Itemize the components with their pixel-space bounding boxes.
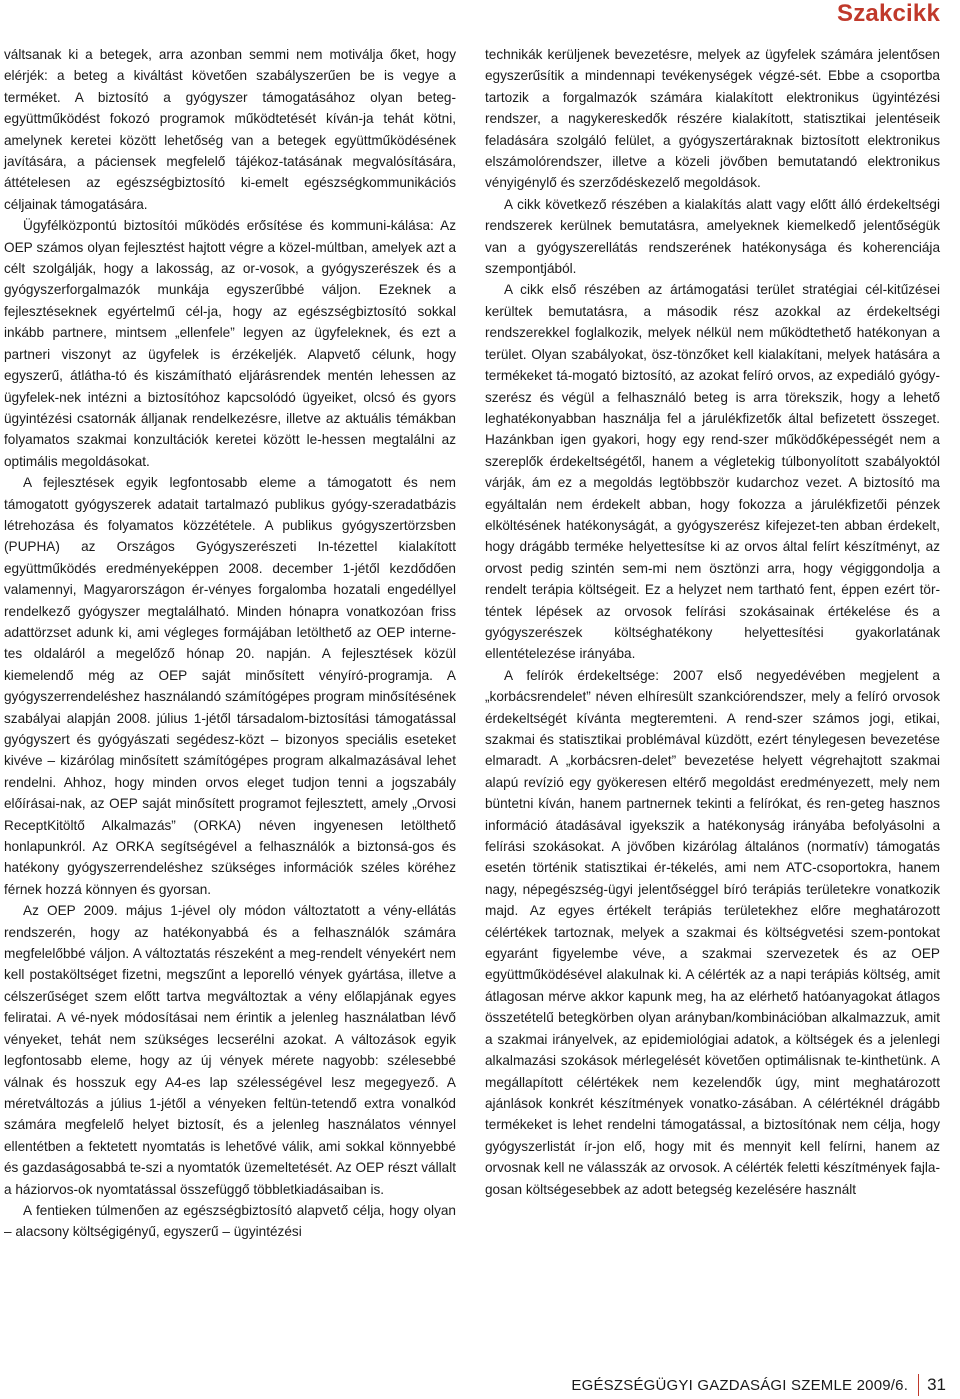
paragraph: technikák kerüljenek bevezetésre, melyek az ügyfelek számára jelentősen egyszerűsítik a mindennapi tevékenységek végzé-sét. Ebbe a csoportba tartozik a forgalmazók számára kialakított elektronikus ügyintézési rendszer, a nagykereskedők részére kialakított, statisztikai jelentéseik feladására szolgáló felület, a gyógyszertáraknak biztosított elektronikus elszámolórendszer, illetve a közeli jövőben bemutatandó elektronikus vényigénylő és szerződéskezelő megoldások. [485, 47, 940, 191]
paragraph: A cikk következő részében a kialakítás alatt vagy előtt álló érdekeltségi rendszerek kerülnek bemutatásra, amelyeknek kiemelkedő jelentőségük van a gyógyszerellátás rendszerének hatékonysága és koherenciája szempontjából. [485, 196, 940, 277]
section-label: Szakcikk [836, 0, 940, 27]
footer-divider [918, 1374, 919, 1396]
right-column [485, 44, 940, 1200]
page-number: 31 [927, 1375, 946, 1394]
paragraph: Ügyfélközpontú biztosítói működés erősítése és kommuni-kálása: Az OEP számos olyan fejlesztést hajtott végre a közel-múltban, amelyek azt a célt szolgálják, hogy a lakosság, az or-vosok, a gyógyszerészek és a gyógyszerforgalmazók munkája egyszerűbbé váljon. Ezeknek a fejlesztéseknek egyértelmű cél-ja, hogy az egészségbiztosító sokkal inkább partnere, mintsem „ellenfele” legyen az ügyfeleknek, és ezt a partneri viszonyt az ügyfelek is érzékeljék. Alapvető célunk, hogy egyszerű, átlátha-tó és kiszámítható eljárásrendek mentén lehessen az ügyfelek-nek intézni a biztosítóhoz kapcsolódó ügyeiket, olcsó és gyors ügyintézési csatornák álljanak rendelkezésre, illetve az aktuális témákban folyamatos szakmai konzultációk keretei között le-hessen megtalálni az optimális megoldásokat. [4, 218, 456, 469]
page-footer [571, 1374, 946, 1396]
journal-title: EGÉSZSÉGÜGYI GAZDASÁGI SZEMLE 2009/6. [571, 1376, 909, 1394]
paragraph: A fentieken túlmenően az egészségbiztosító alapvető célja, hogy olyan – alacsony költségigényű, egyszerű – ügyintézési [4, 1202, 456, 1240]
paragraph: A felírók érdekeltsége: 2007 első negyedévében megjelent a „korbácsrendelet” néven elhíresült szankciórendszer, mely a felíró orvosok érdekeltségét kívánta megteremteni. A rend-szer számos jogi, etikai, szakmai és statisztikai problémával küzdött, ezért ténylegesen bevezetése elmaradt. A „korbácsren-delet” bevezetése helyett végrehajtott szakmai alapú revízió egy gyökeresen eltérő megoldást eredményezett, mely nem büntetni kíván, hanem partnernek tekinti a felírókat, és ren-geteg hasznos információ átadásával igyekszik a hatékonyság irányába befolyásolni a felírási szokásokat. A jövőben kizárólag általános (normatív) támogatás esetén történik statisztikai ér-tékelés, ami nem ATC-csoportokra, hanem nagy, népegészség-ügyi jelentőséggel bíró terápiás területekre vonatkozik majd. Az egyes értékelt terápiás területekhez előre meghatározott célértékek tartoznak, melyek a szakmai és költségvetési szem-pontokat egyaránt figyelembe véve, a szakmai szervezetek és az OEP együttműködésével alakulnak ki. A célérték az a napi terápiás költség, amit átlagosan mérve akkor kapunk meg, ha az elérhető hatóanyagokat átlagos összetételű betegkörben olyan arányban/kombinációban alkalmazzuk, amit a szakmai irányelvek, az epidemiológiai adatok, a költségek és a jelenlegi alkalmazási szokások mérlegelését követően optimálisnak te-kinthetünk. A megállapított célértékek nem kezelendők úgy, mint meghatározott ajánlások konkrét készítmények vonatko-zásában. A célértéknél drágább termékeket is lehet rendelni támogatással, a biztosítónak nem célja, hogy gyógyszerlistát ír-jon elő, hogy mit és mennyit kell felírni, hanem az orvosnak kell ne válasszák az orvosok. A célérték feletti készítmények fajla-gosan költségesebbek az adott betegség kezelésére használt [485, 667, 940, 1197]
paragraph: A fejlesztések egyik legfontosabb eleme a támogatott és nem támogatott gyógyszerek adatait tartalmazó publikus gyógy-szeradatbázis létrehozása és folyamatos közzététele. A publikus gyógyszertörzsben (PUPHA) az Országos Gyógyszerészeti In-tézettel kialakított együttműködés eredményeképpen 2008. december 1-jétől kezdődően valamennyi, Magyarországon ér-vényes forgalomba hozatali engedéllyel rendelkező gyógyszer megtalálható. Minden hónapra vonatkozóan friss adattörzset adunk ki, ami végleges formájában letölthető az OEP interne-tes oldaláról a megelőző hónap 20. napján. A fejlesztések közül kiemelendő még az OEP saját minősített vényíró-programja. A gyógyszerrendeléshez használandó számítógépes program minősítésének szabályai alapján 2008. július 1-jétől társadalom-biztosítási támogatással gyógyszert és gyógyászati segédesz-közt – bizonyos speciális eseteket kivéve – kizárólag minősített számítógépes program alkalmazásával lehet rendelni. Ahhoz, hogy minden orvos eleget tudjon tenni a jogszabály előírásai-nak, az OEP saját minősített programot fejlesztett, amely „Orvosi ReceptKitöltő Alkalmazás” (ORKA) néven ingyenesen letölthető honlapunkról. Az ORKA segítségével a felhasználók a biztonsá-gos és hatékony gyógyszerrendeléshez szükséges információk széles köréhez férnek hozzá könnyen és gyorsan. [4, 475, 456, 897]
paragraph: Az OEP 2009. május 1-jével oly módon változtatott a vény-ellátás rendszerén, hogy az hatékonyabbá és a felhasználók számára megfelelőbbé váljon. A változtatás részeként a meg-rendelt vényekért nem kell postaköltséget fizetni, megszűnt a leporelló vények gyártása, illetve a célszerűséget szem előtt tartva megváltoztak a vény előlapjának egyes feliratai. A vé-nyek módosításai nem érintik a jelenleg használatban lévő vényeket, tehát nem szükséges lecserélni azokat. A változások egyik legfontosabb eleme, hogy az új vények mérete nagyobb: szélesebbé válnak és hosszuk egy A4-es lap szélességével lesz megegyező. A méretváltozás a július 1-jétől a vényeken feltün-tetendő extra vonalkód számára megfelelő helyet biztosít, és a jelenleg használatos vénnyel ellentétben a fektetett nyomtatás is lehetővé válik, ami sokkal könnyebbé és gazdaságosabbá te-szi a nyomtatók üzemeltetését. Az OEP részt vállalt a háziorvos-ok nyomtatással összefüggő többletkiadásaiban is. [4, 903, 456, 1197]
paragraph: váltsanak ki a betegek, arra azonban semmi nem motiválja őket, hogy elérjék: a beteg a kiváltást követően szabályszerűen be is vegye a terméket. A biztosító a gyógyszer támogatásához olyan beteg-együttműködést fokozó programok működtetését kíván-ja tehát kötni, amelynek keretei között lehetőség van a betegek együttműködésének javítására, a páciensek megfelelő tájékoz-tatásának megvalósítására, áttételesen az egészségbiztosító ki-emelt egészségkommunikációs céljainak támogatására. [4, 47, 456, 212]
paragraph: A cikk első részében az ártámogatási terület stratégiai cél-kitűzései kerültek bemutatásra, a második rész azokkal az érdekeltségi rendszerekkel foglalkozik, melyek nélkül nem működtethető hatékonyan a terület. Olyan szabályokat, ösz-tönzőket kell kialakítani, melyek hatására a termékeket tá-mogató biztosító, az azokat felíró orvos, az expediáló gyógy-szerész és végül a felhasználó beteg is arra törekszik, hogy a lehető leghatékonyabban használja fel a járulékfizetők által befizetett összeget. Hazánkban igen gyakori, hogy egy rend-szer működőképességét nem a szereplők érdekeltségétől, hanem a végletekig túlbonyolított szabályoktól várják, ám ez a megoldás legtöbbször kudarchoz vezet. A biztosító ma egyáltalán nem érdekelt abban, hogy fokozza a járulékfizetői pénzek elköltésének hatékonyságát, a gyógyszerész kifejezet-ten abban érdekelt, hogy drágább terméke helyettesítse ki az orvos által felírt készítményt, az orvost pedig szintén sem-mi nem ösztönzi arra, hogy végiggondolja a rendelt terápia költségeit. Ez a helyzet nem tartható fent, éppen ezért tör-téntek lépések az orvosok felírási szokásainak értékelése és a gyógyszerészek költséghatékony helyettesítési gyakorlatának ellentételezése irányába. [485, 282, 940, 662]
left-column [4, 44, 456, 1243]
